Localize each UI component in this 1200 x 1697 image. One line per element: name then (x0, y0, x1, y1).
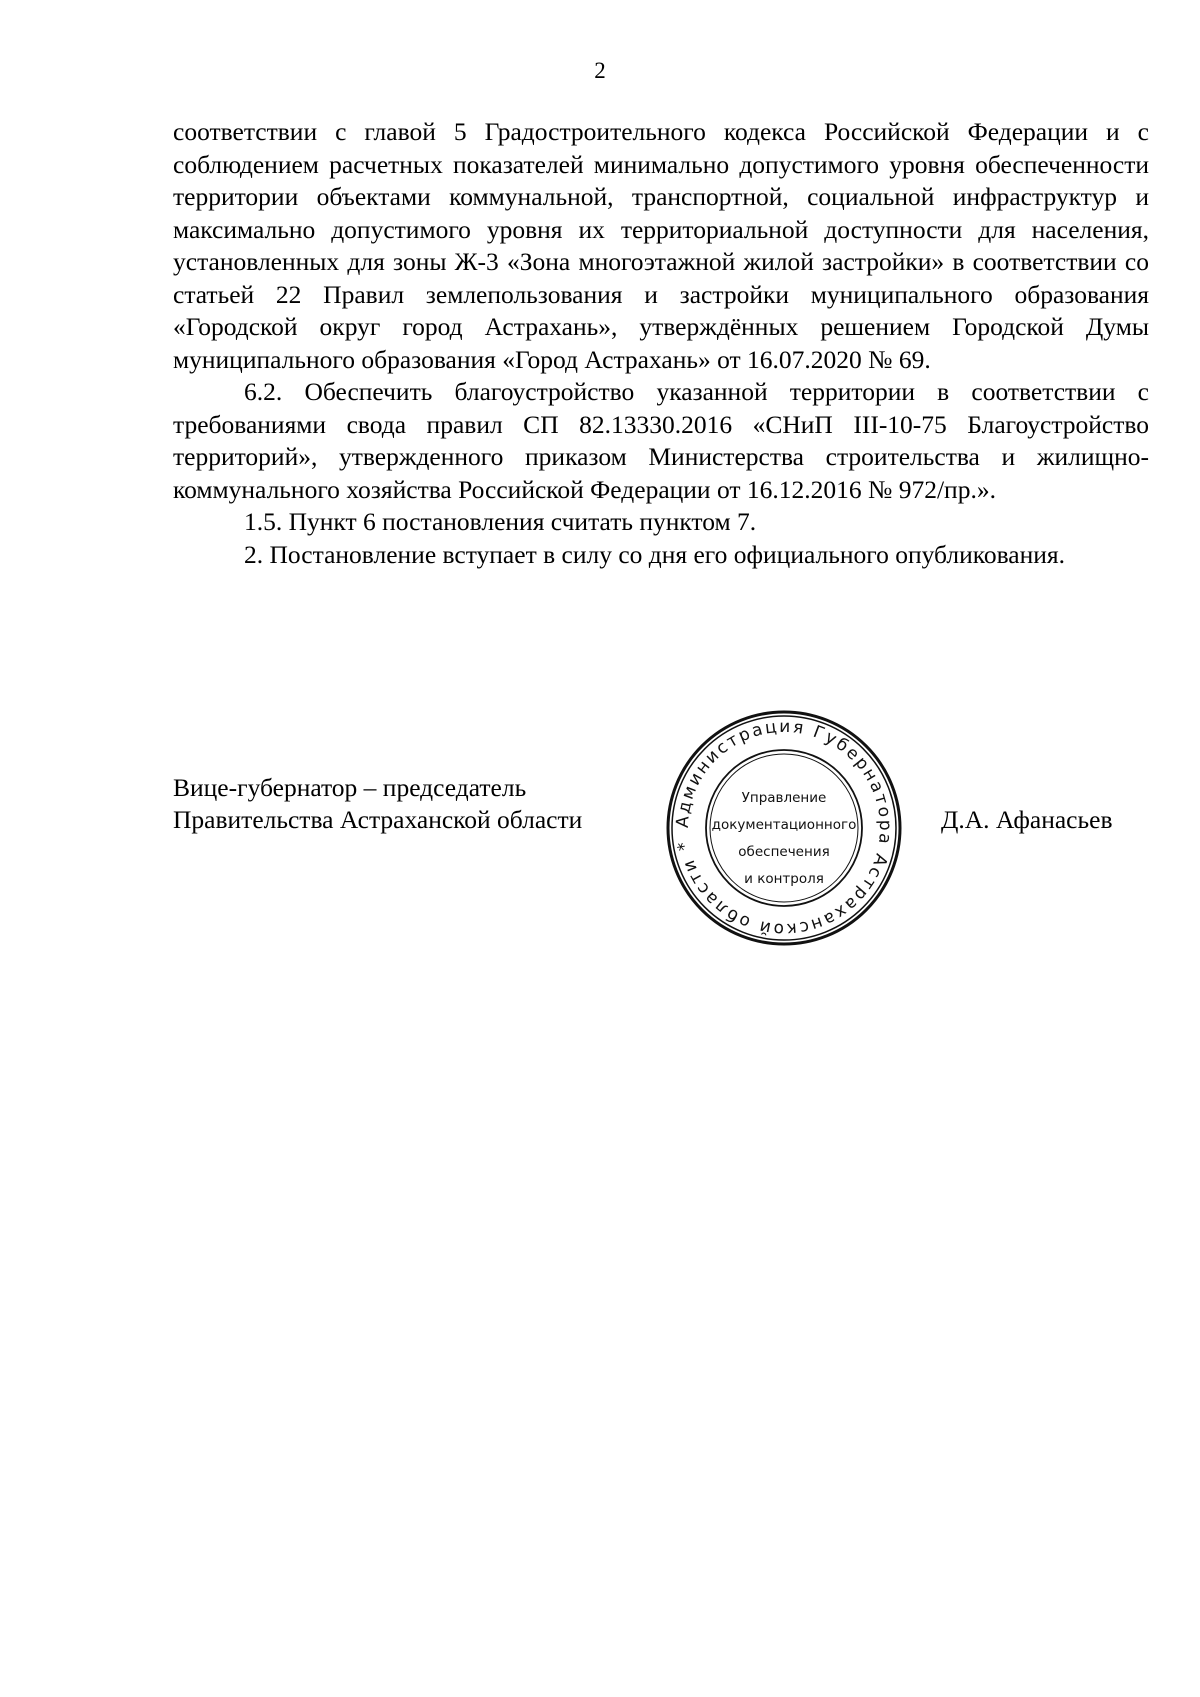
signatory-title-line-1: Вице-губернатор – председатель (173, 773, 527, 802)
signatory-title-line-2: Правительства Астраханской области (173, 805, 583, 834)
paragraph-6-2: 6.2. Обеспечить благоустройство указанной территории в соответствии с требованиями свода правил СП 82.13330.2016 «СНиП III-10-75 Благоустройство территорий», утвержденного приказом Министерства строительства и жилищно-коммунального хозяйства Российской Федерации от 16.12.2016 № 972/пр.». (173, 377, 1149, 504)
signatory-name: Д.А. Афанасьев (941, 805, 1113, 834)
paragraph-2: 2. Постановление вступает в силу со дня его официального опубликования. (244, 539, 1065, 569)
stamp-ring-text: Администрация Губернатора Астраханской области * (672, 716, 896, 940)
stamp-inner-line-3: обеспечения (738, 844, 830, 860)
paragraph-continuation: соответствии с главой 5 Градостроительного кодекса Российской Федерации и с соблюдением расчетных показателей минимально допустимого уровня обеспеченности территории объектами коммунальной, транспортной, социальной инфраструктур и максимально допустимого уровня их территориальной доступности для населения, установленных для зоны Ж-3 «Зона многоэтажной жилой застройки» в соответствии со статьей 22 Правил землепользования и застройки муниципального образования «Городской округ город Астрахань», утверждённых решением Городской Думы муниципального образования «Город Астрахань» от 16.07.2020 № 69. (173, 117, 1149, 374)
stamp-inner-line-4: и контроля (744, 871, 824, 887)
signatory-title (173, 772, 582, 836)
document-body (173, 116, 1149, 571)
stamp-inner-line-2: документационного (711, 817, 857, 833)
page-number: 2 (594, 58, 606, 83)
stamp-inner-line-1: Управление (741, 790, 827, 806)
official-seal-stamp (664, 708, 904, 948)
paragraph-1-5: 1.5. Пункт 6 постановления считать пунктом 7. (244, 507, 757, 536)
